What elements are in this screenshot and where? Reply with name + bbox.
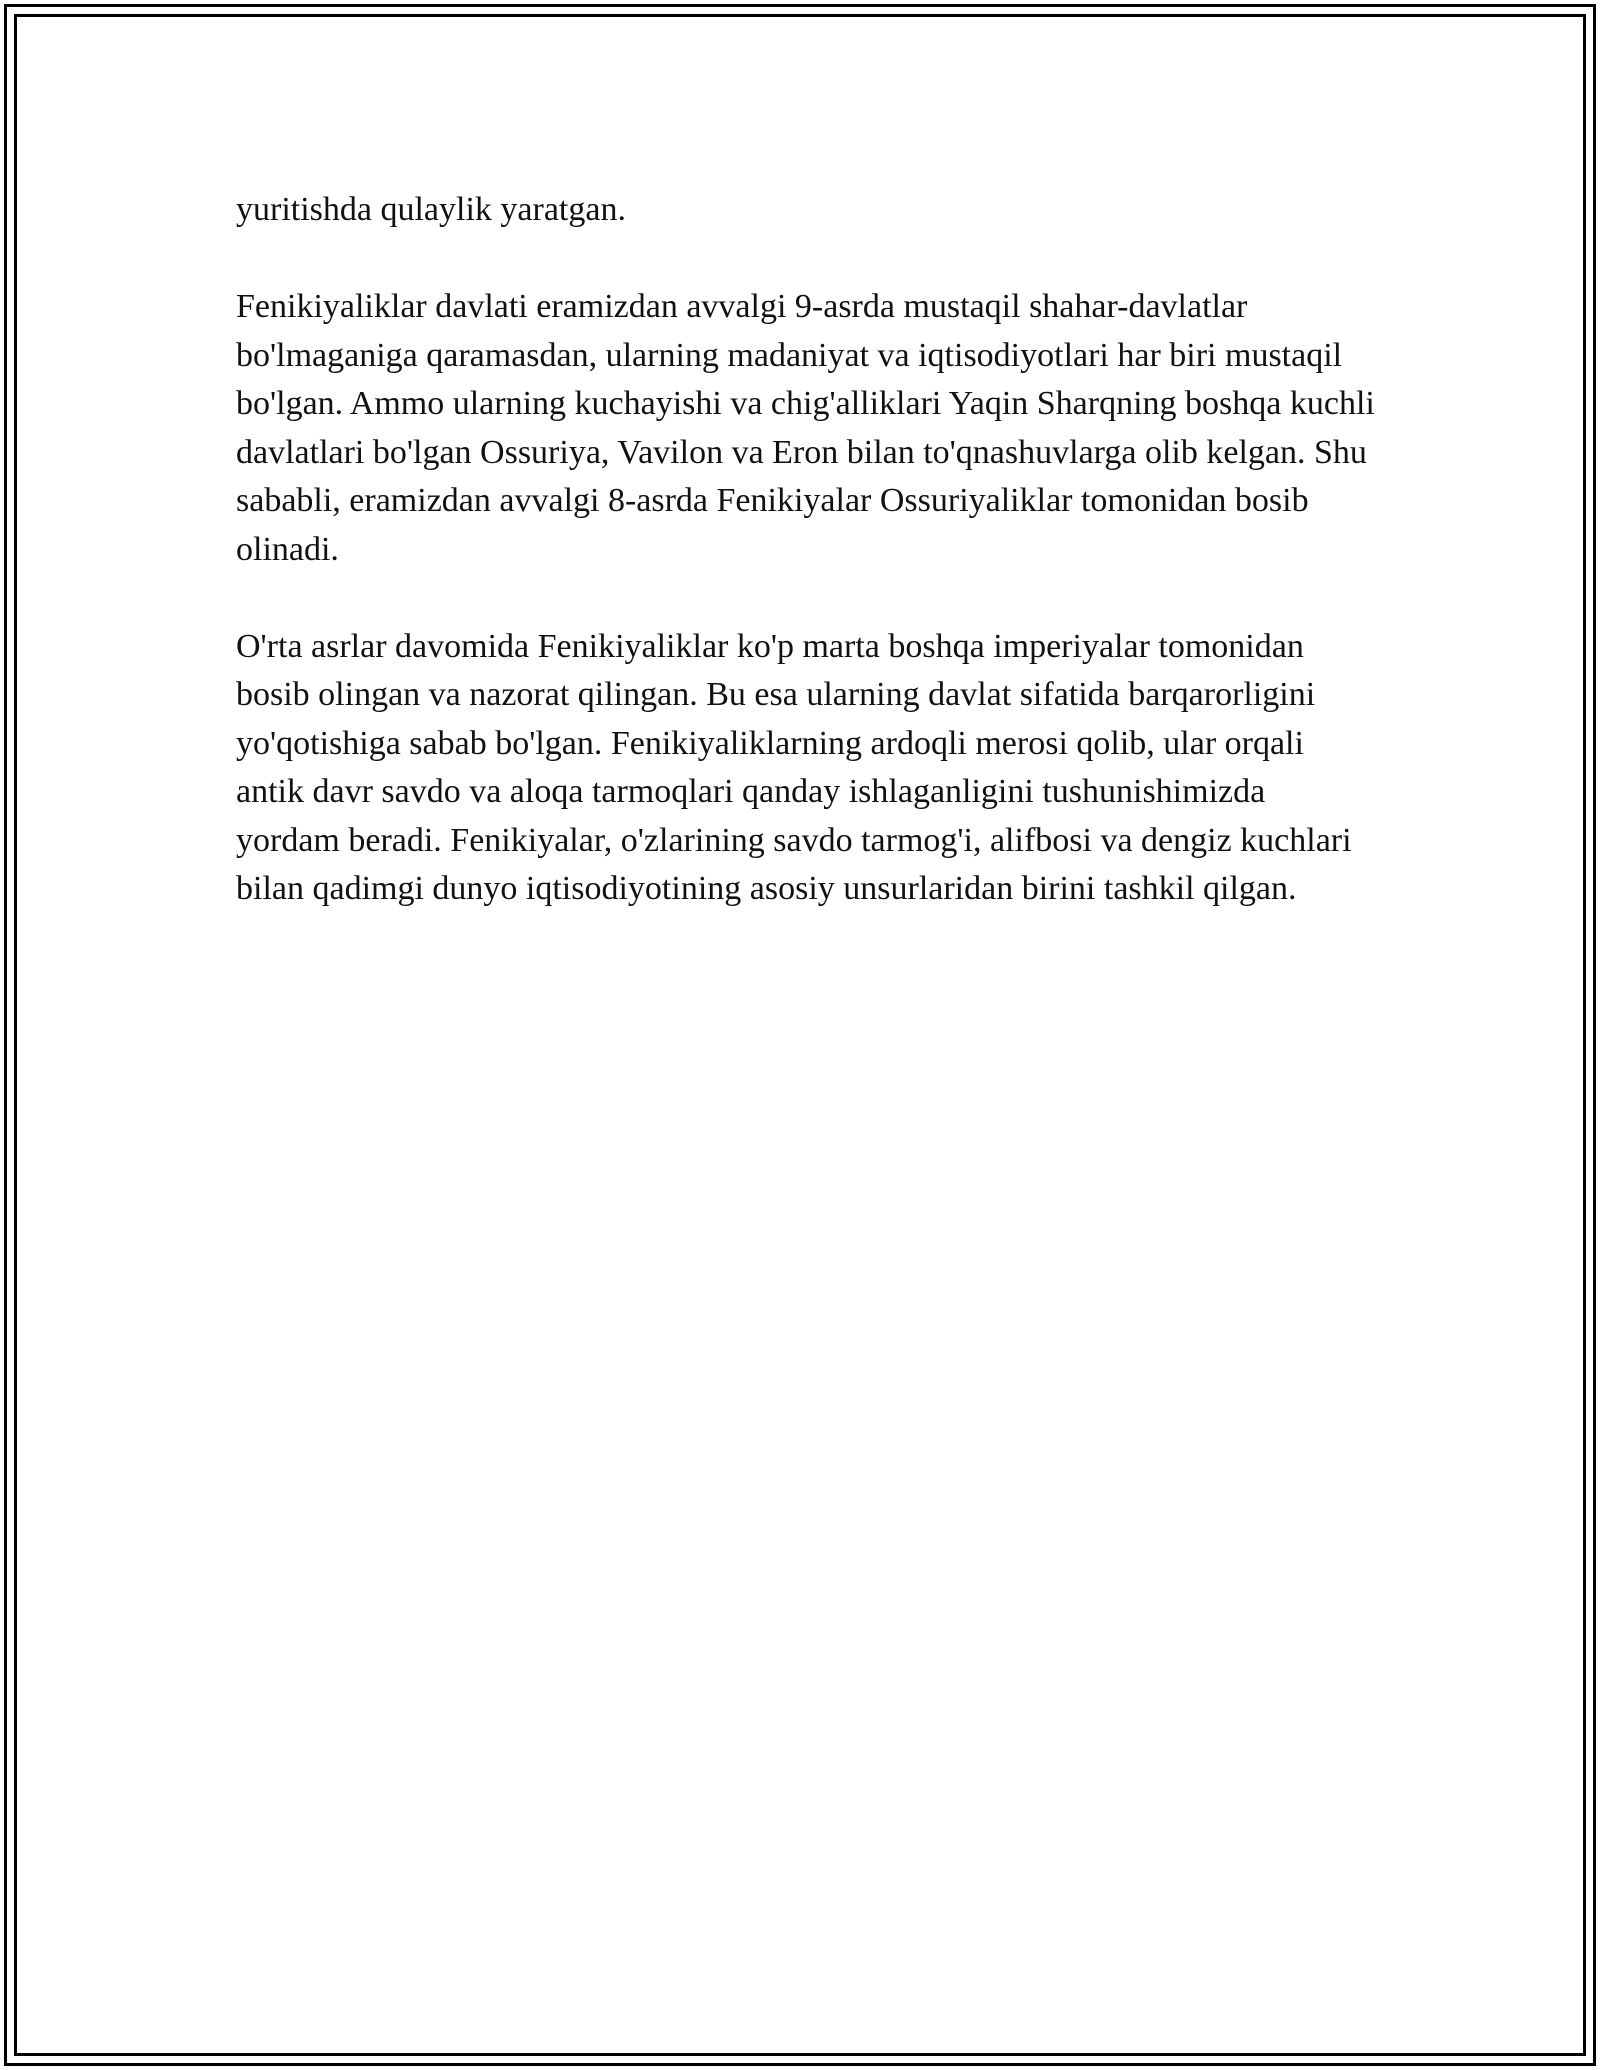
paragraph-1: yuritishda qulaylik yaratgan. — [236, 191, 626, 228]
paragraph-gap — [236, 235, 1376, 284]
document-body — [236, 186, 1376, 914]
paragraph-gap — [236, 574, 1376, 623]
paragraph-3: O'rta asrlar davomida Fenikiyaliklar ko'p marta boshqa imperiyalar tomonidan bosib olingan va nazorat qilingan. Bu esa ularning davlat sifatida barqarorligini yo'qotishiga sabab bo'lgan. Fenikiyaliklarning ardoqli merosi qolib, ular orqali antik davr savdo va aloqa tarmoqlari qanday ishlaganligini tushunishimizda yordam beradi. Fenikiyalar, o'zlarining savdo tarmog'i, alifbosi va dengiz kuchlari bilan qadimgi dunyo iqtisodiyotining asosiy unsurlaridan birini tashkil qilgan. — [236, 627, 1352, 907]
paragraph-2: Fenikiyaliklar davlati eramizdan avvalgi 9-asrda mustaqil shahar-davlatlar bo'lmaganiga qaramasdan, ularning madaniyat va iqtisodiyotlari har biri mustaqil bo'lgan. Ammo ularning kuchayishi va chig'alliklari Yaqin Sharqning boshqa kuchli davlatlari bo'lgan Ossuriya, Vavilon va Eron bilan to'qnashuvlarga olib kelgan. Shu sababli, eramizdan avvalgi 8-asrda Fenikiyalar Ossuriyaliklar tomonidan bosib olinadi. — [236, 288, 1375, 568]
